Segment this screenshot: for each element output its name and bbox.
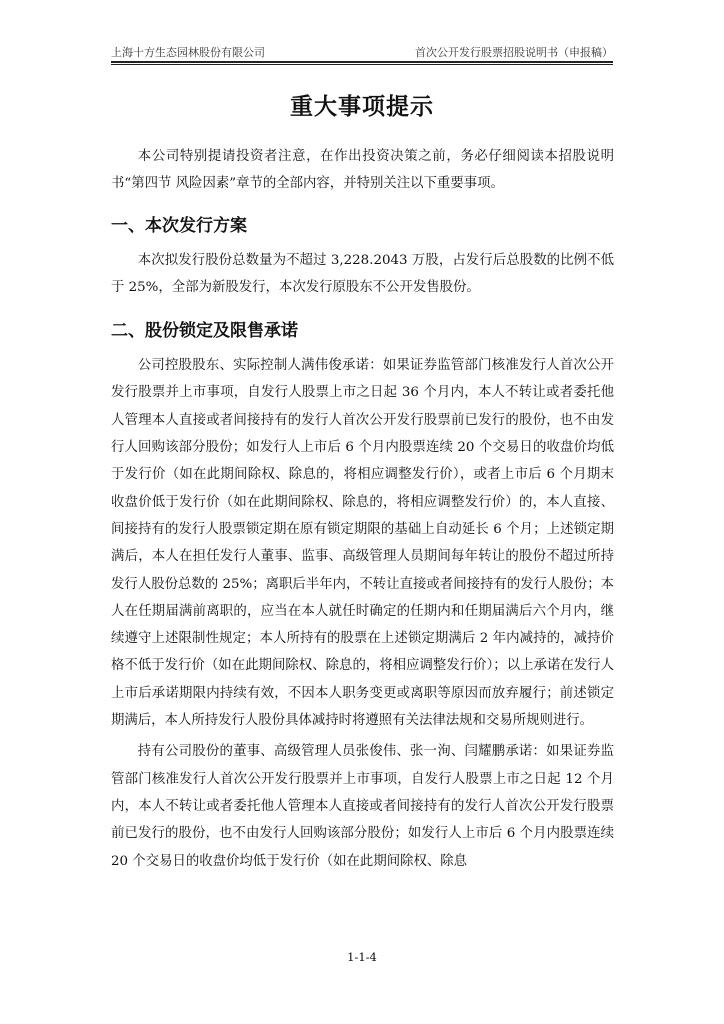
section2-paragraph-1: 公司控股股东、实际控制人满伟俊承诺：如果证券监管部门核准发行人首次公开发行股票并上市事项，自发行人股票上市之日起 36 个月内，本人不转让或者委托他人管理本人直接或者间接持有的发行人首次公开发行股票前已发行的股份，也不由发行人回购该部分股份；如发行人上市后 6 个月内股票连续 20 个交易日的收盘价均低于发行价（如在此期间除权、除息的，将相应调整发行价），或者上市后 6 个月期末收盘价低于发行价（如在此期间除权、除息的，将相应调整发行价）的，本人直接、间接持有的发行人股票锁定期在原有锁定期限的基础上自动延长 6 个月；上述锁定期满后，本人在担任发行人董事、监事、高级管理人员期间每年转让的股份不超过所持发行人股份总数的 25%；离职后半年内，不转让直接或者间接持有的发行人股份；本人在任期届满前离职的，应当在本人就任时确定的任期内和任期届满后六个月内，继续遵守上述限制性规定；本人所持有的股票在上述锁定期满后 2 年内减持的，减持价格不低于发行价（如在此期间除权、除息的，将相应调整发行价）；以上承诺在发行人上市后承诺期限内持续有效，不因本人职务变更或离职等原因而放弃履行；前述锁定期满后，本人所持发行人股份具体减持时将遵照有关法律法规和交易所规则进行。 xyxy=(111,358,614,729)
header-company-name: 上海十方生态园林股份有限公司 xyxy=(111,46,265,59)
header-rule-thin xyxy=(111,64,613,65)
page-title: 重大事项提示 xyxy=(290,94,434,120)
section2-heading: 二、股份锁定及限售承诺 xyxy=(111,321,298,342)
section2-paragraph-2: 持有公司股份的董事、高级管理人员张俊伟、张一洵、闫耀鹏承诺：如果证券监管部门核准发行人首次公开发行股票并上市事项，自发行人股票上市之日起 12 个月内，本人不转让或者委托他人管理本人直接或者间接持有的发行人首次公开发行股票前已发行的股份，也不由发行人回购该部分股份；如发行人上市后 6 个月内股票连续 20 个交易日的收盘价均低于发行价（如在此期间除权、除息 xyxy=(111,744,614,869)
section1-heading: 一、本次发行方案 xyxy=(111,215,247,236)
page-number: 1-1-4 xyxy=(347,950,377,964)
document-body xyxy=(111,143,614,875)
header-document-title: 首次公开发行股票招股说明书（申报稿） xyxy=(415,46,613,59)
page-header xyxy=(111,44,613,62)
section1-paragraph: 本次拟发行股份总数量为不超过 3,228.2043 万股，占发行后总股数的比例不低于 25%，全部为新股发行，本次发行原股东不公开发售股份。 xyxy=(111,252,614,295)
header-rule-thick xyxy=(111,61,613,63)
intro-paragraph: 本公司特别提请投资者注意，在作出投资决策之前，务必仔细阅读本招股说明书“第四节 风险因素”章节的全部内容，并特别关注以下重要事项。 xyxy=(111,149,614,192)
